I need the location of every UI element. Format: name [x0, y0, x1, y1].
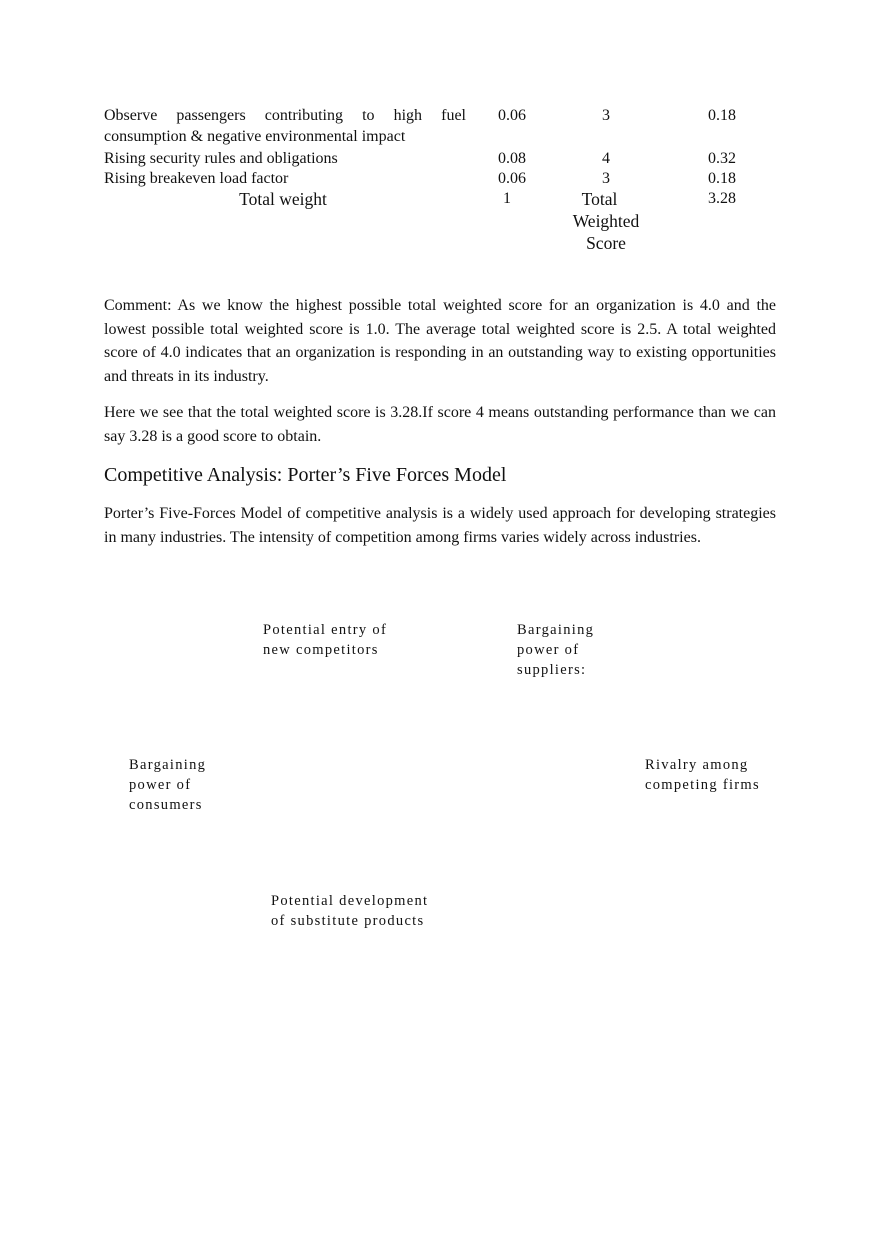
- force-label-line: consumers: [129, 797, 203, 813]
- rating-cell: 3: [602, 170, 610, 187]
- force-consumers: [129, 755, 206, 815]
- force-label-line: power of: [517, 642, 580, 658]
- total-row: [104, 188, 776, 253]
- factor-cell: Rising breakeven load factor: [104, 170, 289, 187]
- force-label-line: new competitors: [263, 642, 379, 658]
- section-heading: Competitive Analysis: Porter’s Five Forces Model: [104, 464, 507, 486]
- force-label-line: of substitute products: [271, 913, 425, 929]
- total-weighted-score-value: 3.28: [708, 190, 736, 207]
- efe-matrix-table: [104, 105, 776, 253]
- force-label-line: Potential entry of: [263, 622, 388, 638]
- total-score-label-line: Score: [586, 233, 626, 253]
- observation-paragraph: Here we see that the total weighted score is 3.28.If score 4 means outstanding performance than we can say 3.28 is a good score to obtain.: [104, 404, 776, 445]
- force-suppliers: [517, 620, 594, 680]
- score-cell: 0.18: [708, 107, 736, 124]
- force-label-line: competing firms: [645, 777, 760, 793]
- force-label-line: suppliers:: [517, 662, 587, 678]
- rating-cell: 3: [602, 107, 610, 124]
- total-weight-label: Total weight: [239, 189, 327, 209]
- score-cell: 0.32: [708, 150, 736, 167]
- rating-cell: 4: [602, 150, 610, 167]
- force-label-line: Rivalry among: [645, 757, 749, 773]
- total-weight-value: 1: [503, 190, 511, 207]
- comment-paragraph: Comment: As we know the highest possible total weighted score for an organization is 4.0 and the lowest possible total weighted score is 1.0. The average total weighted score is 2.5. A total weighted score of 4.0 indicates that an organization is responding in an outstanding way to existing opportunities and threats in its industry.: [104, 297, 776, 385]
- score-cell: 0.18: [708, 170, 736, 187]
- force-label-line: Potential development: [271, 893, 429, 909]
- factor-cell: Observe passengers contributing to high fuel consumption & negative environmental impact: [104, 107, 466, 145]
- force-rivalry: [645, 755, 760, 795]
- weight-cell: 0.08: [498, 150, 526, 167]
- force-substitutes: [271, 891, 428, 931]
- total-weighted-score-label: [556, 188, 656, 254]
- force-label-line: Bargaining: [129, 757, 207, 773]
- section-intro-paragraph: Porter’s Five-Forces Model of competitive analysis is a widely used approach for developing strategies in many industries. The intensity of competition among firms varies widely across industries.: [104, 505, 776, 546]
- total-score-label-line: Weighted: [572, 211, 640, 231]
- table-row: [104, 148, 776, 168]
- force-new-entrants: [263, 620, 387, 660]
- total-score-label-line: Total: [581, 189, 618, 209]
- force-label-line: Bargaining: [517, 622, 595, 638]
- table-row: [104, 105, 776, 148]
- force-label-line: power of: [129, 777, 192, 793]
- weight-cell: 0.06: [498, 170, 526, 187]
- weight-cell: 0.06: [498, 107, 526, 124]
- table-row: [104, 168, 776, 188]
- factor-cell: Rising security rules and obligations: [104, 150, 338, 167]
